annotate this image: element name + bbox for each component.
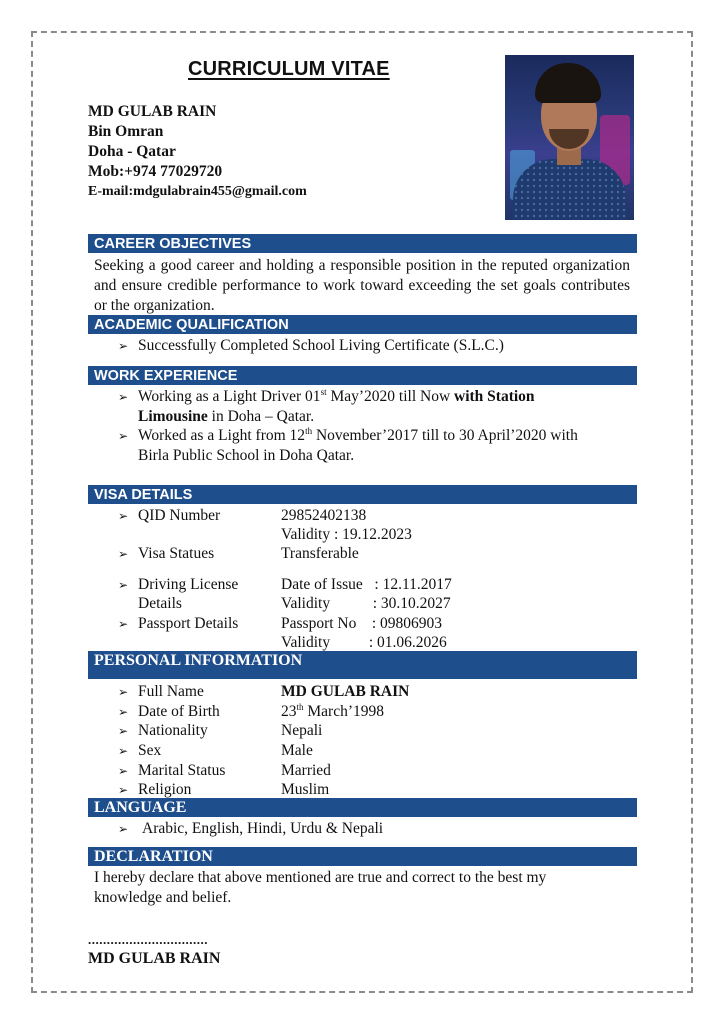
bullet-arrow-icon: ➢ — [118, 764, 129, 778]
page-title: CURRICULUM VITAE — [188, 58, 390, 80]
visa-license-label: ➢ Driving License — [118, 576, 239, 593]
visa-license-validity: Validity : 30.10.2027 — [281, 595, 451, 612]
bullet-arrow-icon: ➢ — [118, 547, 129, 561]
bullet-arrow-icon: ➢ — [118, 617, 129, 631]
visa-qid-label: ➢ QID Number — [118, 507, 221, 524]
personal-religion-value: Muslim — [281, 781, 330, 798]
visa-status-label: ➢ Visa Statues — [118, 545, 215, 562]
personal-row-label: ➢ Sex — [118, 742, 162, 759]
contact-mobile: Mob:+974 77029720 — [88, 163, 223, 180]
personal-row-label: ➢ Nationality — [118, 722, 208, 739]
personal-dob-value: 23th March’1998 — [281, 701, 385, 720]
declaration-text: I hereby declare that above mentioned are true and correct to the best my knowledge and belief. — [94, 869, 547, 906]
bullet-arrow-icon: ➢ — [118, 429, 129, 443]
bullet-arrow-icon: ➢ — [118, 509, 129, 523]
bullet-arrow-icon: ➢ — [118, 783, 129, 797]
signature-name: MD GULAB RAIN — [88, 950, 221, 967]
contact-email: E-mail:mdgulabrain455@gmail.com — [88, 184, 307, 199]
visa-license-label-2: Details — [138, 595, 182, 612]
work-item-1: ➢ Working as a Light Driver 01st May’2020 till Now with Station — [118, 386, 535, 405]
visa-passport-label: ➢ Passport Details — [118, 615, 239, 632]
visa-passport-validity: Validity : 01.06.2026 — [281, 634, 447, 651]
academic-qualification-heading: ACADEMIC QUALIFICATION — [88, 315, 637, 334]
personal-row-label: ➢ Religion — [118, 781, 192, 798]
visa-license-issue: Date of Issue : 12.11.2017 — [281, 576, 452, 593]
signature-line: ................................ — [88, 932, 208, 947]
declaration-heading: DECLARATION — [88, 847, 637, 866]
work-item-2-line2: Birla Public School in Doha Qatar. — [138, 447, 355, 464]
personal-row-label: ➢ Date of Birth — [118, 703, 220, 720]
visa-qid-validity: Validity : 19.12.2023 — [281, 526, 412, 543]
visa-passport-number: Passport No : 09806903 — [281, 615, 443, 632]
bullet-arrow-icon: ➢ — [118, 822, 129, 836]
visa-qid-value: 29852402138 — [281, 507, 367, 524]
language-item: ➢ Arabic, English, Hindi, Urdu & Nepali — [118, 820, 384, 837]
language-heading: LANGUAGE — [88, 798, 637, 817]
bullet-arrow-icon: ➢ — [118, 339, 129, 353]
bullet-arrow-icon: ➢ — [118, 705, 129, 719]
career-objectives-text: Seeking a good career and holding a responsible position in the reputed organization and ensure credible performance to work toward exceeding the set goals contributes or the organization. — [94, 257, 630, 314]
profile-photo — [505, 55, 634, 220]
personal-row-label: ➢ Marital Status — [118, 762, 226, 779]
academic-item: ➢ Successfully Completed School Living Certificate (S.L.C.) — [118, 337, 504, 354]
bullet-arrow-icon: ➢ — [118, 724, 129, 738]
work-experience-heading: WORK EXPERIENCE — [88, 366, 637, 385]
personal-nationality-value: Nepali — [281, 722, 323, 739]
work-item-1-line2: Limousine in Doha – Qatar. — [138, 408, 315, 425]
contact-address-line: Bin Omran — [88, 123, 164, 140]
career-objectives-heading: CAREER OBJECTIVES — [88, 234, 637, 253]
personal-information-heading: PERSONAL INFORMATION — [88, 651, 637, 679]
personal-row-label: ➢ Full Name — [118, 683, 204, 700]
bullet-arrow-icon: ➢ — [118, 685, 129, 699]
contact-block — [88, 102, 307, 202]
visa-status-value: Transferable — [281, 545, 359, 562]
bullet-arrow-icon: ➢ — [118, 744, 129, 758]
visa-details-heading: VISA DETAILS — [88, 485, 637, 504]
bullet-arrow-icon: ➢ — [118, 578, 129, 592]
bullet-arrow-icon: ➢ — [118, 390, 129, 404]
contact-name: MD GULAB RAIN — [88, 103, 217, 120]
personal-sex-value: Male — [281, 742, 313, 759]
work-item-2: ➢ Worked as a Light from 12th November’2017 till to 30 April’2020 with — [118, 425, 578, 444]
contact-city: Doha - Qatar — [88, 143, 176, 160]
personal-marital-value: Married — [281, 762, 331, 779]
personal-full-name-value: MD GULAB RAIN — [281, 683, 410, 700]
